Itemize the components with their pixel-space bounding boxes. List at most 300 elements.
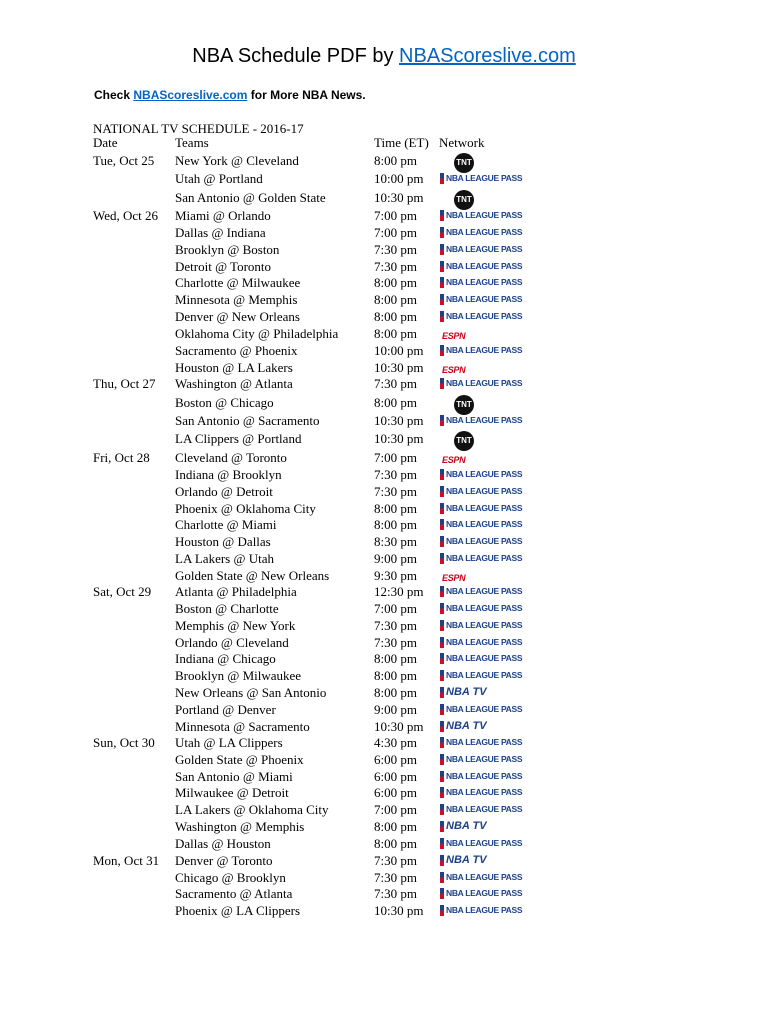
table-row [93, 308, 533, 325]
table-row [93, 189, 533, 206]
nba-logo-icon [440, 294, 444, 305]
table-row [93, 241, 533, 258]
schedule-heading: NATIONAL TV SCHEDULE - 2016-17 [93, 121, 304, 136]
game-time: 7:00 pm [374, 802, 417, 817]
nba-league-pass-logo-icon [440, 486, 522, 497]
network-label: NBA TV [446, 686, 487, 698]
game-teams: San Antonio @ Miami [175, 769, 293, 784]
game-time: 7:30 pm [374, 259, 417, 274]
game-time: 7:00 pm [374, 225, 417, 240]
title-link[interactable]: NBAScoreslive.com [399, 45, 576, 67]
game-time: 8:00 pm [374, 819, 417, 834]
nba-logo-icon [440, 653, 444, 664]
tnt-logo-icon: TNT [454, 190, 474, 210]
table-row [93, 274, 533, 291]
table-row [93, 701, 533, 718]
table-row [93, 533, 533, 550]
game-network [440, 852, 530, 869]
game-network [440, 359, 530, 376]
game-time: 8:00 pm [374, 836, 417, 851]
game-teams: LA Lakers @ Utah [175, 551, 274, 566]
table-row [93, 224, 533, 241]
nba-logo-icon [440, 378, 444, 389]
tnt-logo-icon: TNT [454, 431, 474, 451]
game-network [440, 412, 530, 429]
game-time: 8:00 pm [374, 395, 417, 410]
nba-league-pass-logo-icon [440, 586, 522, 597]
network-label: NBA LEAGUE PASS [446, 771, 523, 781]
game-teams: Miami @ Orlando [175, 208, 271, 223]
game-teams: Dallas @ Houston [175, 836, 271, 851]
nba-logo-icon [440, 620, 444, 631]
game-teams: San Antonio @ Sacramento [175, 413, 320, 428]
game-teams: New York @ Cleveland [175, 153, 299, 168]
nba-league-pass-logo-icon [440, 787, 522, 798]
header-network: Network [439, 135, 485, 150]
table-row [93, 718, 533, 735]
game-network [440, 634, 530, 651]
game-time: 10:30 pm [374, 903, 424, 918]
table-row [93, 634, 533, 651]
table-row [93, 617, 533, 634]
game-teams: Brooklyn @ Boston [175, 242, 280, 257]
game-time: 7:00 pm [374, 450, 417, 465]
table-row [93, 902, 533, 919]
game-time: 7:30 pm [374, 618, 417, 633]
game-teams: Brooklyn @ Milwaukee [175, 668, 302, 683]
network-label: NBA LEAGUE PASS [446, 838, 523, 848]
table-row [93, 483, 533, 500]
nba-logo-icon [440, 687, 444, 698]
network-label: NBA LEAGUE PASS [446, 888, 523, 898]
title-prefix: NBA Schedule PDF by [192, 45, 400, 67]
nba-logo-icon [440, 536, 444, 547]
nba-league-pass-logo-icon [440, 227, 522, 238]
header-teams: Teams [175, 135, 209, 150]
nba-logo-icon [440, 838, 444, 849]
game-time: 6:00 pm [374, 752, 417, 767]
table-row [93, 375, 533, 392]
table-row [93, 342, 533, 359]
game-teams: LA Lakers @ Oklahoma City [175, 802, 329, 817]
nba-league-pass-logo-icon [440, 244, 522, 255]
game-time: 8:00 pm [374, 292, 417, 307]
network-label: NBA LEAGUE PASS [446, 536, 523, 546]
table-row [93, 801, 533, 818]
network-label: NBA LEAGUE PASS [446, 227, 523, 237]
table-row [93, 207, 533, 224]
game-teams: Charlotte @ Miami [175, 517, 277, 532]
game-teams: Sacramento @ Phoenix [175, 343, 298, 358]
game-time: 7:30 pm [374, 376, 417, 391]
header-date: Date [93, 135, 118, 150]
game-network [440, 684, 530, 701]
game-time: 12:30 pm [374, 584, 424, 599]
nba-league-pass-logo-icon [440, 653, 522, 664]
network-label: NBA LEAGUE PASS [446, 553, 523, 563]
game-time: 8:00 pm [374, 326, 417, 341]
game-network [440, 567, 530, 584]
nba-league-pass-logo-icon [440, 345, 522, 356]
network-label: NBA LEAGUE PASS [446, 670, 523, 680]
game-network [440, 500, 530, 517]
check-link[interactable]: NBAScoreslive.com [133, 88, 248, 102]
game-teams: Atlanta @ Philadelphia [175, 584, 297, 599]
game-time: 10:30 pm [374, 360, 424, 375]
network-label: NBA TV [446, 854, 487, 866]
game-time: 7:30 pm [374, 467, 417, 482]
game-network [440, 600, 530, 617]
game-teams: Portland @ Denver [175, 702, 276, 717]
game-time: 8:00 pm [374, 275, 417, 290]
network-label: NBA LEAGUE PASS [446, 294, 523, 304]
game-network [440, 291, 530, 308]
game-teams: Orlando @ Detroit [175, 484, 273, 499]
game-date: Sat, Oct 29 [93, 584, 152, 599]
table-row [93, 567, 533, 584]
game-time: 4:30 pm [374, 735, 417, 750]
nba-logo-icon [440, 586, 444, 597]
game-network [440, 394, 530, 411]
game-teams: Phoenix @ LA Clippers [175, 903, 300, 918]
network-label: NBA LEAGUE PASS [446, 503, 523, 513]
nba-league-pass-logo-icon [440, 503, 522, 514]
game-teams: Boston @ Chicago [175, 395, 274, 410]
table-row [93, 500, 533, 517]
table-row [93, 835, 533, 852]
game-network [440, 516, 530, 533]
network-label: NBA LEAGUE PASS [446, 586, 523, 596]
game-network [440, 902, 530, 919]
table-row [93, 412, 533, 429]
game-network [440, 430, 530, 447]
game-teams: Oklahoma City @ Philadelphia [175, 326, 339, 341]
game-network [440, 885, 530, 902]
game-time: 8:00 pm [374, 668, 417, 683]
schedule-header-row [93, 134, 513, 151]
game-network [440, 207, 530, 224]
game-network [440, 342, 530, 359]
game-time: 7:30 pm [374, 870, 417, 885]
game-time: 7:30 pm [374, 853, 417, 868]
network-label: NBA LEAGUE PASS [446, 210, 523, 220]
game-time: 8:00 pm [374, 685, 417, 700]
espn-logo-icon: ESPN [442, 331, 466, 341]
game-network [440, 224, 530, 241]
game-network [440, 801, 530, 818]
game-network [440, 734, 530, 751]
game-network [440, 718, 530, 735]
game-time: 10:30 pm [374, 719, 424, 734]
game-teams: Washington @ Atlanta [175, 376, 293, 391]
game-teams: Indiana @ Chicago [175, 651, 276, 666]
game-teams: Detroit @ Toronto [175, 259, 272, 274]
table-row [93, 784, 533, 801]
game-time: 6:00 pm [374, 769, 417, 784]
network-label: NBA LEAGUE PASS [446, 261, 523, 271]
game-time: 8:00 pm [374, 651, 417, 666]
table-row [93, 852, 533, 869]
espn-logo-icon: ESPN [442, 365, 466, 375]
game-network [440, 308, 530, 325]
game-time: 8:00 pm [374, 153, 417, 168]
nba-logo-icon [440, 603, 444, 614]
nba-logo-icon [440, 804, 444, 815]
game-time: 7:30 pm [374, 886, 417, 901]
game-network [440, 701, 530, 718]
game-date: Mon, Oct 31 [93, 853, 160, 868]
table-row [93, 751, 533, 768]
nba-league-pass-logo-icon [440, 294, 522, 305]
game-teams: LA Clippers @ Portland [175, 431, 302, 446]
nba-tv-logo-icon [440, 854, 487, 867]
game-network [440, 274, 530, 291]
network-label: NBA LEAGUE PASS [446, 603, 523, 613]
check-suffix: for More NBA News. [247, 88, 366, 102]
nba-league-pass-logo-icon [440, 637, 522, 648]
nba-league-pass-logo-icon [440, 872, 522, 883]
game-time: 7:30 pm [374, 242, 417, 257]
network-label: NBA TV [446, 820, 487, 832]
game-date: Fri, Oct 28 [93, 450, 150, 465]
nba-league-pass-logo-icon [440, 838, 522, 849]
game-time: 10:30 pm [374, 190, 424, 205]
network-label: NBA LEAGUE PASS [446, 469, 523, 479]
nba-logo-icon [440, 173, 444, 184]
table-row [93, 869, 533, 886]
nba-league-pass-logo-icon [440, 620, 522, 631]
game-time: 7:00 pm [374, 601, 417, 616]
game-network [440, 667, 530, 684]
game-teams: Memphis @ New York [175, 618, 296, 633]
game-teams: San Antonio @ Golden State [175, 190, 326, 205]
nba-league-pass-logo-icon [440, 553, 522, 564]
nba-league-pass-logo-icon [440, 210, 522, 221]
game-time: 10:00 pm [374, 343, 424, 358]
nba-league-pass-logo-icon [440, 888, 522, 899]
game-teams: Phoenix @ Oklahoma City [175, 501, 316, 516]
network-label: NBA LEAGUE PASS [446, 787, 523, 797]
nba-league-pass-logo-icon [440, 261, 522, 272]
network-label: NBA LEAGUE PASS [446, 486, 523, 496]
game-time: 9:00 pm [374, 702, 417, 717]
game-network [440, 483, 530, 500]
nba-league-pass-logo-icon [440, 519, 522, 530]
game-network [440, 650, 530, 667]
nba-logo-icon [440, 277, 444, 288]
game-teams: Indiana @ Brooklyn [175, 467, 282, 482]
game-teams: Golden State @ Phoenix [175, 752, 304, 767]
network-label: NBA LEAGUE PASS [446, 519, 523, 529]
network-label: NBA LEAGUE PASS [446, 415, 523, 425]
nba-logo-icon [440, 670, 444, 681]
game-teams: Orlando @ Cleveland [175, 635, 289, 650]
network-label: NBA LEAGUE PASS [446, 378, 523, 388]
table-row [93, 768, 533, 785]
game-date: Thu, Oct 27 [93, 376, 156, 391]
game-teams: Denver @ Toronto [175, 853, 273, 868]
game-teams: Denver @ New Orleans [175, 309, 300, 324]
table-row [93, 430, 533, 447]
game-time: 8:00 pm [374, 501, 417, 516]
nba-logo-icon [440, 519, 444, 530]
page-title [0, 45, 768, 68]
nba-league-pass-logo-icon [440, 378, 522, 389]
game-teams: Charlotte @ Milwaukee [175, 275, 301, 290]
game-network [440, 533, 530, 550]
game-teams: Washington @ Memphis [175, 819, 305, 834]
table-row [93, 325, 533, 342]
game-network [440, 189, 530, 206]
table-row [93, 684, 533, 701]
network-label: NBA LEAGUE PASS [446, 173, 523, 183]
game-network [440, 617, 530, 634]
game-teams: Chicago @ Brooklyn [175, 870, 286, 885]
nba-logo-icon [440, 704, 444, 715]
nba-logo-icon [440, 469, 444, 480]
table-row [93, 449, 533, 466]
nba-logo-icon [440, 771, 444, 782]
network-label: NBA LEAGUE PASS [446, 637, 523, 647]
nba-logo-icon [440, 210, 444, 221]
game-network [440, 152, 530, 169]
game-teams: Utah @ LA Clippers [175, 735, 283, 750]
table-row [93, 650, 533, 667]
nba-logo-icon [440, 754, 444, 765]
espn-logo-icon: ESPN [442, 455, 466, 465]
table-row [93, 291, 533, 308]
table-row [93, 583, 533, 600]
nba-league-pass-logo-icon [440, 737, 522, 748]
network-label: NBA TV [446, 720, 487, 732]
game-network [440, 818, 530, 835]
game-network [440, 375, 530, 392]
game-time: 7:30 pm [374, 484, 417, 499]
network-label: NBA LEAGUE PASS [446, 277, 523, 287]
table-row [93, 550, 533, 567]
nba-logo-icon [440, 855, 444, 866]
game-network [440, 449, 530, 466]
network-label: NBA LEAGUE PASS [446, 754, 523, 764]
game-teams: Minnesota @ Sacramento [175, 719, 310, 734]
nba-logo-icon [440, 244, 444, 255]
game-time: 8:00 pm [374, 517, 417, 532]
espn-logo-icon: ESPN [442, 573, 466, 583]
nba-logo-icon [440, 787, 444, 798]
game-teams: New Orleans @ San Antonio [175, 685, 327, 700]
nba-logo-icon [440, 503, 444, 514]
nba-logo-icon [440, 872, 444, 883]
nba-logo-icon [440, 486, 444, 497]
nba-logo-icon [440, 737, 444, 748]
nba-logo-icon [440, 821, 444, 832]
nba-logo-icon [440, 637, 444, 648]
game-network [440, 550, 530, 567]
nba-league-pass-logo-icon [440, 277, 522, 288]
table-row [93, 359, 533, 376]
game-teams: Houston @ Dallas [175, 534, 271, 549]
nba-league-pass-logo-icon [440, 905, 522, 916]
game-network [440, 768, 530, 785]
table-row [93, 885, 533, 902]
table-row [93, 170, 533, 187]
game-network [440, 784, 530, 801]
game-teams: Milwaukee @ Detroit [175, 785, 289, 800]
game-time: 9:00 pm [374, 551, 417, 566]
check-line [94, 88, 366, 102]
network-label: NBA LEAGUE PASS [446, 804, 523, 814]
table-row [93, 600, 533, 617]
tnt-logo-icon: TNT [454, 153, 474, 173]
nba-league-pass-logo-icon [440, 771, 522, 782]
game-network [440, 325, 530, 342]
game-teams: Cleveland @ Toronto [175, 450, 287, 465]
game-time: 8:00 pm [374, 309, 417, 324]
nba-logo-icon [440, 888, 444, 899]
game-teams: Dallas @ Indiana [175, 225, 266, 240]
network-label: NBA LEAGUE PASS [446, 345, 523, 355]
game-time: 9:30 pm [374, 568, 417, 583]
nba-league-pass-logo-icon [440, 311, 522, 322]
nba-logo-icon [440, 227, 444, 238]
game-teams: Boston @ Charlotte [175, 601, 279, 616]
check-prefix: Check [94, 88, 134, 102]
table-row [93, 667, 533, 684]
nba-logo-icon [440, 261, 444, 272]
nba-tv-logo-icon [440, 720, 487, 733]
network-label: NBA LEAGUE PASS [446, 311, 523, 321]
game-time: 6:00 pm [374, 785, 417, 800]
game-teams: Minnesota @ Memphis [175, 292, 298, 307]
nba-league-pass-logo-icon [440, 804, 522, 815]
nba-logo-icon [440, 311, 444, 322]
game-teams: Utah @ Portland [175, 171, 263, 186]
game-network [440, 751, 530, 768]
tnt-logo-icon: TNT [454, 395, 474, 415]
nba-league-pass-logo-icon [440, 754, 522, 765]
header-time: Time (ET) [374, 135, 429, 150]
game-time: 8:30 pm [374, 534, 417, 549]
game-date: Wed, Oct 26 [93, 208, 159, 223]
nba-league-pass-logo-icon [440, 173, 522, 184]
game-time: 7:00 pm [374, 208, 417, 223]
game-time: 10:00 pm [374, 171, 424, 186]
game-time: 7:30 pm [374, 635, 417, 650]
game-network [440, 258, 530, 275]
game-teams: Houston @ LA Lakers [175, 360, 293, 375]
network-label: NBA LEAGUE PASS [446, 704, 523, 714]
game-network [440, 466, 530, 483]
nba-logo-icon [440, 905, 444, 916]
network-label: NBA LEAGUE PASS [446, 737, 523, 747]
nba-league-pass-logo-icon [440, 469, 522, 480]
network-label: NBA LEAGUE PASS [446, 244, 523, 254]
network-label: NBA LEAGUE PASS [446, 620, 523, 630]
game-date: Tue, Oct 25 [93, 153, 155, 168]
table-row [93, 394, 533, 411]
nba-logo-icon [440, 721, 444, 732]
game-network [440, 869, 530, 886]
nba-logo-icon [440, 345, 444, 356]
game-network [440, 241, 530, 258]
game-teams: Sacramento @ Atlanta [175, 886, 293, 901]
nba-league-pass-logo-icon [440, 536, 522, 547]
table-row [93, 734, 533, 751]
nba-tv-logo-icon [440, 686, 487, 699]
table-row [93, 516, 533, 533]
network-label: NBA LEAGUE PASS [446, 653, 523, 663]
game-network [440, 170, 530, 187]
